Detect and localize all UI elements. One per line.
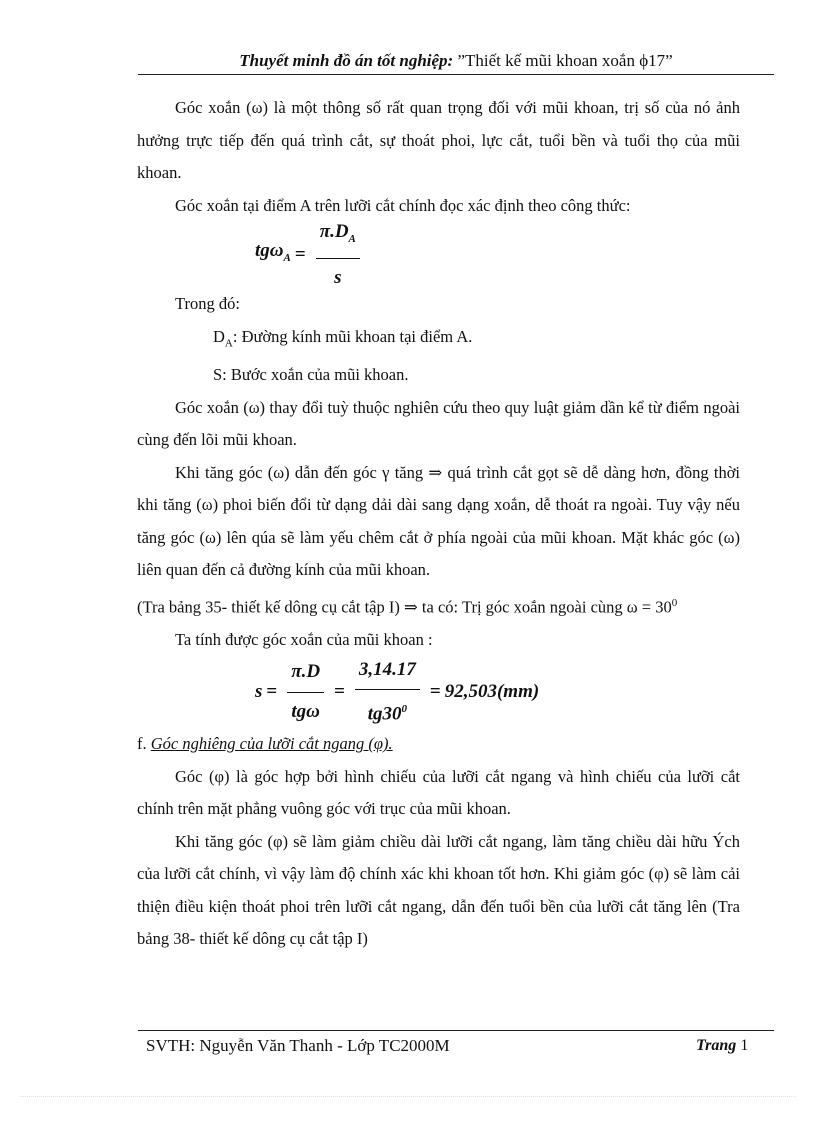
footer-page-label: Trang: [696, 1037, 737, 1054]
header-title-rest: ”Thiết kế mũi khoan xoắn ϕ17”: [453, 51, 673, 70]
body-text: [137, 92, 740, 956]
paragraph-formula-intro: Góc xoắn tại điểm A trên lưỡi cắt chính đọc xác định theo công thức:: [175, 195, 631, 215]
formula1-denominator: s: [334, 266, 342, 288]
formula1-equals: =: [294, 243, 306, 265]
paragraph-def-s: S: Bước xoắn của mũi khoan.: [213, 365, 409, 385]
paragraph-def-da: $D_A$: Đường kính mũi khoan tại điểm A.: [213, 326, 473, 349]
formula2-equals-2: =: [334, 681, 345, 703]
footer-page-number: 1: [740, 1037, 749, 1054]
header-title-bold: Thuyết minh đồ án tốt nghiệp:: [239, 51, 454, 70]
formula2-lhs: s: [255, 681, 263, 703]
formula2-equals-3: =: [429, 681, 441, 703]
page-bottom-dotted-rule: [20, 1096, 796, 1097]
formula2-denominator-1: tgω: [291, 700, 320, 722]
paragraph-helix-effects: Khi tăng góc (ω) dẫn đến góc γ tăng ⇒ quá trình cắt gọt sẽ dễ dàng hơn, đồng thời khi tăng (ω) phoi biến đổi từ dạng dải dài sang dạng xoắn, dễ thoát ra ngoài. Tuy vậy nếu tăng góc (ω) lên qúa sẽ làm yếu chêm cắt ở phía ngoài của mũi khoan. Mặt khác góc (ω) liên quan đến cả đường kính của mũi khoan.: [137, 462, 740, 580]
formula1-lhs: tgω$_A$: [255, 240, 291, 265]
formula2-denominator-2: $tg30^0$: [367, 703, 408, 725]
formula2-result: 92,503(mm): [444, 681, 540, 703]
paragraph-helix-variation: Góc xoắn (ω) thay đổi tuỳ thuộc nghiên cứu theo quy luật giảm dần kể từ điểm ngoài cùng đến lõi mũi khoan.: [137, 397, 740, 450]
paragraph-table-reference: (Tra bảng 35- thiết kế dông cụ cắt tập I) ⇒ ta có: Trị góc xoắn ngoài cùng $\omega = 30^0$: [137, 596, 678, 617]
footer-divider: [138, 1030, 774, 1031]
footer-student: SVTH: Nguyễn Văn Thanh - Lớp TC2000M: [146, 1036, 450, 1055]
formula1-fraction: [316, 216, 360, 295]
footer-page: [696, 1037, 748, 1055]
paragraph-where: Trong đó:: [175, 294, 240, 313]
section-heading-f-title: Góc nghiêng của lưỡi cắt ngang (φ).: [150, 734, 393, 754]
formula2-numerator-1: π.D: [287, 656, 324, 693]
paragraph-phi-effects: Khi tăng góc (φ) sẽ làm giảm chiều dài lưỡi cắt ngang, làm tăng chiều dài hữu Ých của lưỡi cắt chính, vì vậy làm độ chính xác khi khoan tốt hơn. Khi giảm góc (φ) sẽ làm cải thiện điều kiện thoát phoi trên lưỡi cắt ngang, dẫn đến tuổi bền của lưỡi cắt tăng lên (Tra bảng 38- thiết kế dông cụ cắt tập I): [137, 831, 740, 949]
formula2-fraction-2: [355, 654, 420, 731]
paragraph-phi-definition: Góc (φ) là góc hợp bởi hình chiếu của lưỡi cắt ngang và hình chiếu của lưỡi cắt chính trên mặt phẳng vuông góc với trục của mũi khoan.: [137, 766, 740, 819]
paragraph-compute-intro: Ta tính được góc xoắn của mũi khoan :: [175, 629, 433, 649]
formula-pitch-s: [137, 656, 740, 728]
formula-tg-omega-a: [137, 222, 740, 288]
formula2-numerator-2: 3,14.17: [355, 654, 420, 691]
paragraph-helix-angle-intro: Góc xoắn (ω) là một thông số rất quan trọng đối với mũi khoan, trị số của nó ảnh hưởng trực tiếp đến quá trình cắt, sự thoát phoi, lực cắt, tuổi bền và tuổi thọ của mũi khoan.: [137, 98, 740, 182]
formula2-fraction-1: [287, 656, 324, 728]
formula2-equals-1: =: [266, 681, 278, 703]
formula1-numerator: $\pi.D_A$: [316, 216, 360, 259]
page-header: [138, 48, 774, 75]
section-heading-f: f. Góc nghiêng của lưỡi cắt ngang (φ).: [137, 734, 393, 754]
